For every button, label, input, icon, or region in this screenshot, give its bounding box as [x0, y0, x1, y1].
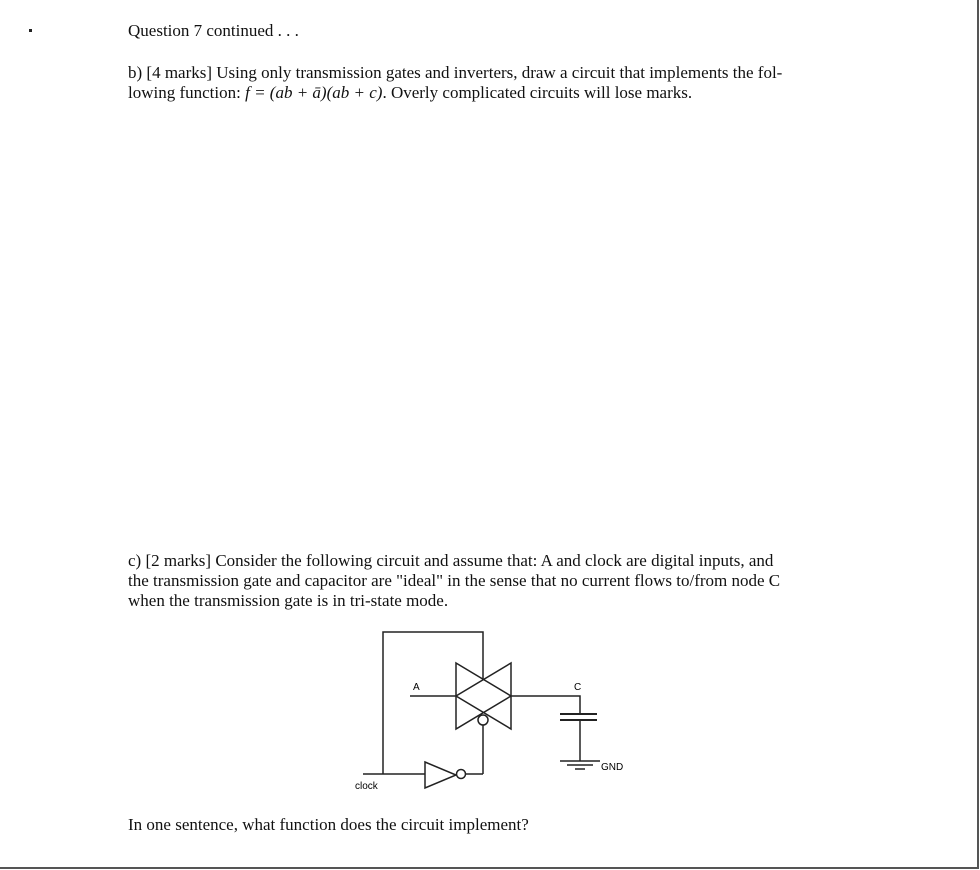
part-b-prefix: lowing function:: [128, 83, 246, 102]
label-gnd: GND: [601, 762, 624, 773]
part-b-suffix: . Overly complicated circuits will lose marks.: [382, 83, 693, 102]
label-c: C: [574, 682, 582, 693]
page-header: Question 7 continued . . .: [128, 21, 299, 40]
part-c-line-3: when the transmission gate is in tri-state mode.: [128, 591, 449, 610]
part-b-formula: f = (ab + ā)(ab + c): [245, 83, 383, 102]
label-a: A: [413, 682, 420, 693]
inverter-bubble: [457, 770, 466, 779]
part-c-line-2: the transmission gate and capacitor are "ideal" in the sense that no current flows to/from node C: [128, 571, 781, 590]
part-b-line-1: b) [4 marks] Using only transmission gates and inverters, draw a circuit that implements the fol-: [128, 63, 783, 82]
part-c-question: In one sentence, what function does the circuit implement?: [128, 815, 529, 834]
label-clock: clock: [355, 781, 378, 792]
output-wire: [511, 696, 580, 714]
part-c-line-1: c) [2 marks] Consider the following circuit and assume that: A and clock are digital inputs, and: [128, 551, 774, 570]
tg-bubble: [478, 715, 488, 725]
inverter-triangle: [425, 762, 456, 788]
